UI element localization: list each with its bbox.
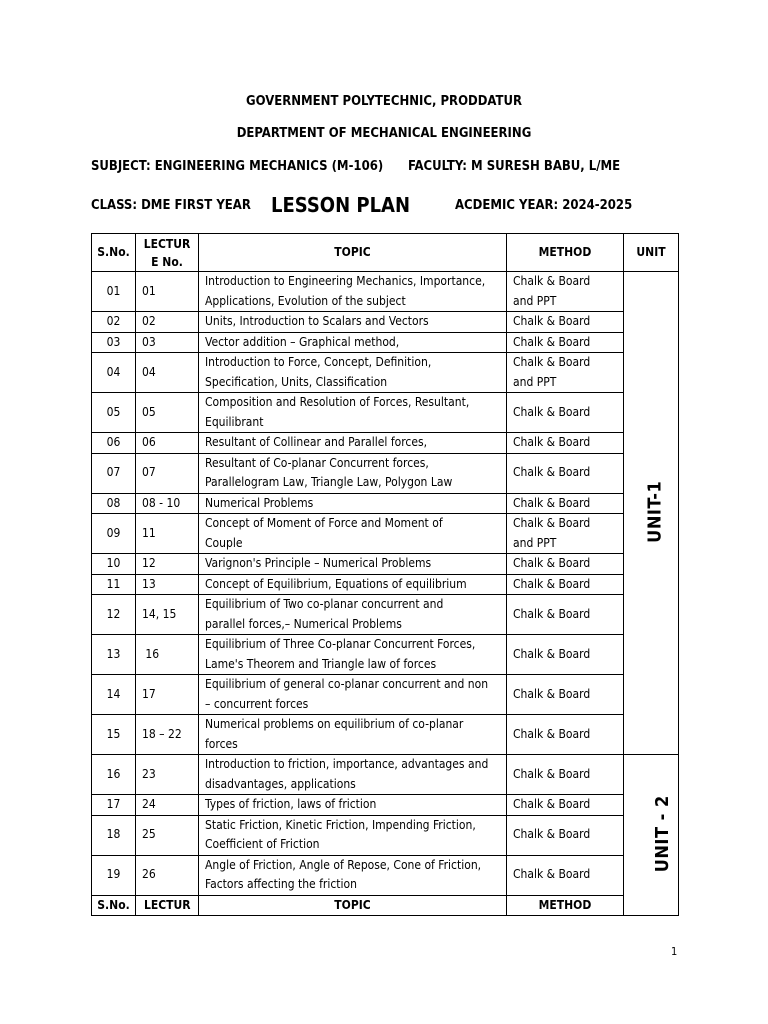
repeat-header-sno: S.No. [92, 895, 136, 916]
table-row [92, 855, 679, 895]
method-line: Chalk & Board [513, 686, 591, 701]
topic-line: Introduction to Engineering Mechanics, Importance, [205, 274, 486, 288]
topic-line: parallel forces,– Numerical Problems [205, 616, 402, 631]
cell-topic [199, 433, 507, 454]
cell-topic [199, 514, 507, 554]
topic-line: Lame's Theorem and Triangle law of forces [205, 656, 437, 671]
method-line: Chalk & Board [513, 766, 591, 781]
topic-line: Equilibrant [205, 414, 264, 429]
topic-line: disadvantages, applications [205, 776, 356, 791]
cell-topic [199, 855, 507, 895]
topic-line: Angle of Friction, Angle of Repose, Cone of Friction, [205, 857, 482, 872]
table-row [92, 715, 679, 755]
table-row [92, 815, 679, 855]
cell-topic [199, 574, 507, 595]
cell-topic [199, 353, 507, 393]
cell-sno: 11 [92, 574, 136, 595]
cell-sno: 01 [92, 272, 136, 312]
cell-sno: 17 [92, 795, 136, 816]
cell-sno: 15 [92, 715, 136, 755]
cell-topic [199, 595, 507, 635]
col-header-lecture [136, 234, 199, 272]
cell-lecture: 05 [136, 393, 199, 433]
unit-cell [624, 755, 679, 916]
table-row [92, 312, 679, 333]
topic-line: Concept of Equilibrium, Equations of equilibrium [205, 576, 467, 591]
cell-method [507, 393, 624, 433]
cell-method [507, 332, 624, 353]
method-line: Chalk & Board [513, 556, 591, 570]
topic-line: Static Friction, Kinetic Friction, Impending Friction, [205, 817, 476, 832]
faculty-line: FACULTY: M SURESH BABU, L/ME [408, 159, 621, 174]
method-line: Chalk & Board [513, 606, 591, 621]
cell-method [507, 795, 624, 816]
cell-method [507, 675, 624, 715]
table-row [92, 353, 679, 393]
method-line: Chalk & Board [513, 576, 591, 591]
cell-lecture: 01 [136, 272, 199, 312]
col-header-sno: S.No. [92, 234, 136, 272]
cell-lecture: 06 [136, 433, 199, 454]
topic-line: Equilibrium of general co-planar concurrent and non [205, 677, 489, 691]
cell-method [507, 595, 624, 635]
method-line: Chalk & Board [513, 274, 591, 288]
table-row [92, 332, 679, 353]
topic-line: Factors affecting the friction [205, 877, 357, 891]
cell-lecture: 14, 15 [136, 595, 199, 635]
topic-line: – concurrent forces [205, 696, 309, 711]
cell-topic [199, 675, 507, 715]
unit-label: UNIT - 2 [651, 795, 673, 873]
repeat-header-method: METHOD [507, 895, 624, 916]
col-header-unit: UNIT [624, 234, 679, 272]
cell-sno: 16 [92, 755, 136, 795]
method-line: Chalk & Board [513, 797, 591, 811]
method-line: Chalk & Board [513, 465, 591, 480]
cell-topic [199, 312, 507, 333]
method-line: Chalk & Board [513, 516, 591, 530]
table-row [92, 675, 679, 715]
topic-line: Units, Introduction to Scalars and Vectors [205, 314, 429, 328]
method-line: Chalk & Board [513, 314, 591, 328]
cell-topic [199, 635, 507, 675]
topic-line: Couple [205, 535, 243, 550]
cell-method [507, 312, 624, 333]
academic-year: ACDEMIC YEAR: 2024-2025 [455, 198, 633, 213]
cell-sno: 05 [92, 393, 136, 433]
col-header-lecture-line1: LECTUR [143, 236, 191, 251]
topic-line: Resultant of Co-planar Concurrent forces, [205, 455, 429, 470]
method-line: and PPT [513, 535, 557, 550]
institution-title: GOVERNMENT POLYTECHNIC, PRODDATUR [246, 94, 522, 109]
method-line: Chalk & Board [513, 726, 591, 741]
cell-method [507, 554, 624, 575]
cell-method [507, 493, 624, 514]
cell-sno: 06 [92, 433, 136, 454]
cell-lecture: 17 [136, 675, 199, 715]
cell-sno: 08 [92, 493, 136, 514]
cell-lecture: 16 [136, 635, 199, 675]
topic-line: Numerical problems on equilibrium of co-planar [205, 717, 464, 731]
topic-line: Parallelogram Law, Triangle Law, Polygon Law [205, 475, 453, 489]
cell-lecture: 08 - 10 [136, 493, 199, 514]
topic-line: Concept of Moment of Force and Moment of [205, 516, 443, 530]
cell-lecture: 11 [136, 514, 199, 554]
cell-method [507, 574, 624, 595]
col-header-topic: TOPIC [199, 234, 507, 272]
table-row [92, 433, 679, 454]
table-row [92, 554, 679, 575]
col-header-lecture-line2: E No. [151, 254, 183, 269]
method-line: and PPT [513, 293, 557, 308]
cell-method [507, 514, 624, 554]
cell-sno: 19 [92, 855, 136, 895]
topic-line: Applications, Evolution of the subject [205, 293, 406, 308]
method-line: Chalk & Board [513, 404, 591, 419]
cell-method [507, 453, 624, 493]
cell-topic [199, 272, 507, 312]
topic-line: Equilibrium of Two co-planar concurrent and [205, 597, 444, 611]
cell-method [507, 635, 624, 675]
topic-line: Specification, Units, Classification [205, 374, 388, 389]
method-line: Chalk & Board [513, 827, 591, 842]
page-title: LESSON PLAN [271, 193, 411, 217]
method-line: Chalk & Board [513, 334, 591, 349]
cell-sno: 03 [92, 332, 136, 353]
table-row [92, 453, 679, 493]
cell-lecture: 02 [136, 312, 199, 333]
cell-topic [199, 393, 507, 433]
topic-line: Coefficient of Friction [205, 837, 320, 851]
cell-topic [199, 554, 507, 575]
topic-line: Introduction to friction, importance, advantages and [205, 757, 489, 771]
cell-lecture: 18 – 22 [136, 715, 199, 755]
cell-topic [199, 715, 507, 755]
cell-sno: 10 [92, 554, 136, 575]
cell-sno: 04 [92, 353, 136, 393]
topic-line: forces [205, 736, 238, 751]
unit-label: UNIT-1 [644, 480, 666, 544]
method-line: Chalk & Board [513, 435, 591, 449]
cell-lecture: 24 [136, 795, 199, 816]
cell-sno: 18 [92, 815, 136, 855]
repeat-header-topic: TOPIC [199, 895, 507, 916]
table-row [92, 574, 679, 595]
topic-line: Vector addition – Graphical method, [205, 334, 400, 349]
cell-lecture: 04 [136, 353, 199, 393]
col-header-method: METHOD [507, 234, 624, 272]
cell-lecture: 13 [136, 574, 199, 595]
class-line: CLASS: DME FIRST YEAR [91, 198, 251, 213]
topic-line: Numerical Problems [205, 495, 314, 510]
cell-sno: 07 [92, 453, 136, 493]
unit-cell [624, 272, 679, 755]
method-line: Chalk & Board [513, 495, 591, 510]
repeated-header-row [92, 895, 679, 916]
cell-method [507, 855, 624, 895]
topic-line: Resultant of Collinear and Parallel forces, [205, 435, 428, 449]
topic-line: Composition and Resolution of Forces, Resultant, [205, 395, 470, 409]
cell-method [507, 272, 624, 312]
lesson-plan-table [91, 233, 679, 916]
method-line: Chalk & Board [513, 646, 591, 661]
topic-line: Types of friction, laws of friction [205, 797, 377, 811]
table-row [92, 595, 679, 635]
cell-lecture: 07 [136, 453, 199, 493]
cell-method [507, 433, 624, 454]
method-line: Chalk & Board [513, 867, 591, 882]
cell-sno: 02 [92, 312, 136, 333]
cell-topic [199, 453, 507, 493]
topic-line: Varignon's Principle – Numerical Problems [205, 556, 432, 570]
page-number: 1 [671, 945, 678, 958]
subject-line: SUBJECT: ENGINEERING MECHANICS (M-106) [91, 159, 384, 174]
table-row [92, 795, 679, 816]
cell-method [507, 755, 624, 795]
cell-lecture: 25 [136, 815, 199, 855]
cell-topic [199, 815, 507, 855]
cell-topic [199, 755, 507, 795]
cell-method [507, 353, 624, 393]
cell-topic [199, 332, 507, 353]
table-row [92, 755, 679, 795]
table-row [92, 272, 679, 312]
method-line: and PPT [513, 374, 557, 389]
cell-lecture: 23 [136, 755, 199, 795]
cell-sno: 09 [92, 514, 136, 554]
department-title: DEPARTMENT OF MECHANICAL ENGINEERING [236, 126, 532, 141]
cell-topic [199, 795, 507, 816]
cell-method [507, 715, 624, 755]
cell-lecture: 12 [136, 554, 199, 575]
cell-lecture: 26 [136, 855, 199, 895]
table-header-row [92, 234, 679, 272]
cell-topic [199, 493, 507, 514]
table-row [92, 635, 679, 675]
method-line: Chalk & Board [513, 355, 591, 369]
table-row [92, 514, 679, 554]
table-row [92, 493, 679, 514]
cell-lecture: 03 [136, 332, 199, 353]
topic-line: Introduction to Force, Concept, Definition, [205, 355, 432, 369]
cell-sno: 13 [92, 635, 136, 675]
topic-line: Equilibrium of Three Co-planar Concurrent Forces, [205, 637, 476, 651]
table-row [92, 393, 679, 433]
repeat-header-lecture: LECTUR [136, 895, 199, 916]
cell-method [507, 815, 624, 855]
cell-sno: 12 [92, 595, 136, 635]
cell-sno: 14 [92, 675, 136, 715]
